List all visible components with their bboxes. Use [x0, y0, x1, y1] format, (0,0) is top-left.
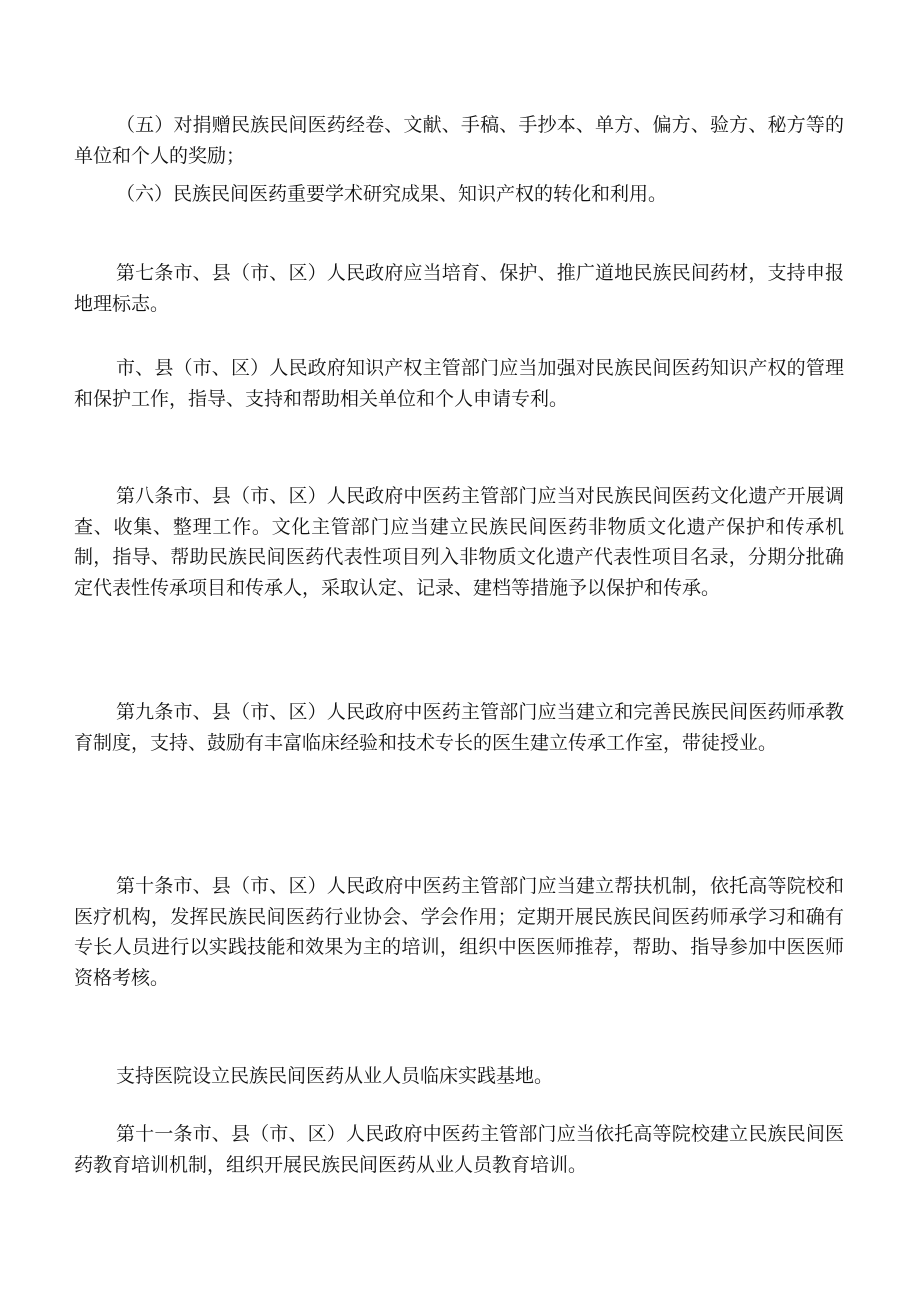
- paragraph-item-5-reward: （五）对捐赠民族民间医药经卷、文献、手稿、手抄本、单方、偏方、验方、秘方等的单位和个人的奖励；: [74, 114, 844, 167]
- paragraph-article-10-base: 支持医院设立民族民间医药从业人员临床实践基地。: [116, 1065, 554, 1087]
- paragraph-article-7: 第七条市、县（市、区）人民政府应当培育、保护、推广道地民族民间药材，支持申报地理标志。: [74, 262, 844, 315]
- paragraph-article-10: 第十条市、县（市、区）人民政府中医药主管部门应当建立帮扶机制，依托高等院校和医疗机构，发挥民族民间医药行业协会、学会作用；定期开展民族民间医药师承学习和确有专长人员进行以实践技能和效果为主的培训，组织中医医师推荐，帮助、指导参加中医医师资格考核。: [74, 875, 844, 989]
- paragraph-article-8: 第八条市、县（市、区）人民政府中医药主管部门应当对民族民间医药文化遗产开展调查、收集、整理工作。文化主管部门应当建立民族民间医药非物质文化遗产保护和传承机制，指导、帮助民族民间医药代表性项目列入非物质文化遗产代表性项目名录，分期分批确定代表性传承项目和传承人，采取认定、记录、建档等措施予以保护和传承。: [74, 485, 844, 599]
- paragraph-item-6-research: （六）民族民间医药重要学术研究成果、知识产权的转化和利用。: [116, 183, 668, 205]
- paragraph-article-9: 第九条市、县（市、区）人民政府中医药主管部门应当建立和完善民族民间医药师承教育制度，支持、鼓励有丰富临床经验和技术专长的医生建立传承工作室，带徒授业。: [74, 701, 844, 754]
- paragraph-article-7-ip: 市、县（市、区）人民政府知识产权主管部门应当加强对民族民间医药知识产权的管理和保护工作，指导、支持和帮助相关单位和个人申请专利。: [74, 357, 844, 410]
- paragraph-article-11: 第十一条市、县（市、区）人民政府中医药主管部门应当依托高等院校建立民族民间医药教育培训机制，组织开展民族民间医药从业人员教育培训。: [74, 1123, 844, 1176]
